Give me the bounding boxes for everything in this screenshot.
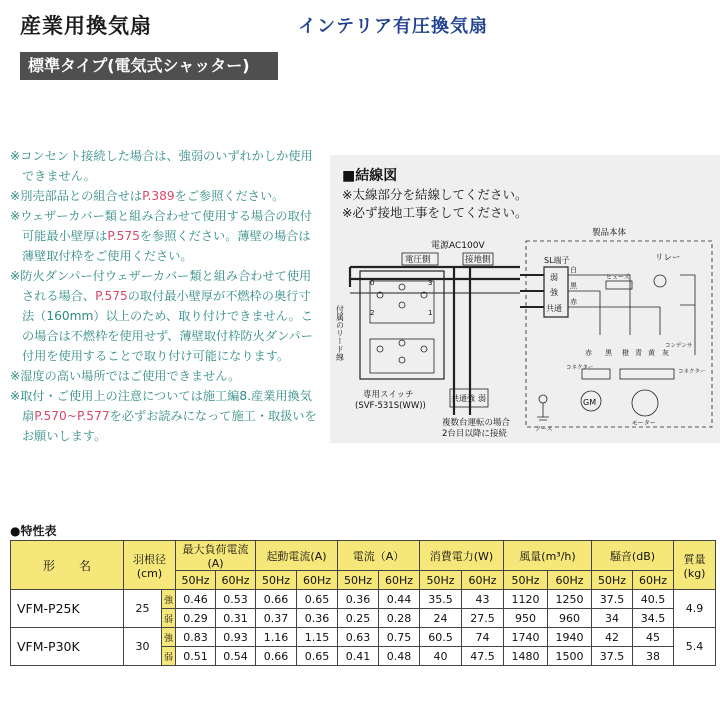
svg-text:弱: 弱 [478,394,486,403]
value-cell: 0.46 [176,590,216,609]
wiring-note-1: ※太線部分を結線してください。 [342,187,528,202]
note-text: をご参照ください。 [174,189,285,203]
header-hz60: 60Hz [633,571,674,590]
svg-text:SL端子: SL端子 [544,256,570,265]
svg-text:赤: 赤 [570,298,577,306]
svg-text:白: 白 [570,266,577,274]
page-reference-link[interactable]: P.570~P.577 [34,409,110,423]
value-cell: 60.5 [420,628,462,647]
value-cell: 1.15 [297,628,338,647]
header-blade: 羽根径(cm) [124,541,176,590]
notes-list [10,146,322,446]
multi-note-1: 複数台運転の場合 [442,418,511,428]
svg-text:GM: GM [583,398,597,407]
page-reference-link[interactable]: P.389 [142,189,175,203]
svg-text:弱: 弱 [550,273,558,282]
header-max-current: 最大負荷電流(A) [176,541,256,571]
svg-text:黒: 黒 [570,282,577,290]
value-cell: 0.48 [379,647,420,666]
note-text: ※ウェザーカバー類と組み合わせて使用する場合の取付可能最小壁厚は [10,209,312,243]
value-cell: 0.65 [297,590,338,609]
value-cell: 0.31 [216,609,256,628]
value-cell: 40.5 [633,590,674,609]
ground-side-label: 接地側 [465,255,491,265]
svg-text:1: 1 [428,309,433,317]
svg-text:青: 青 [635,349,642,357]
svg-text:0: 0 [370,279,375,287]
note-text: ※防火ダンパー付ウェザーカバー類と組み合わせて使用される場合、 [10,269,312,303]
header-hz60: 60Hz [462,571,504,590]
header-hz60: 60Hz [548,571,592,590]
svg-text:橙: 橙 [622,349,629,357]
spec-title: ●特性表 [10,524,57,538]
spec-table [10,540,716,666]
value-cell: 45 [633,628,674,647]
value-cell: 42 [592,628,633,647]
value-cell: 27.5 [462,609,504,628]
switch-model: (SVF-531S(WW)) [355,401,426,411]
note-text: ※湿度の高い場所ではご使用できません。 [10,369,241,383]
power-label: 電源AC100V [431,241,485,251]
value-cell: 0.25 [338,609,379,628]
svg-text:コンデンサ: コンデンサ [665,343,693,349]
relay-label: リレー [655,253,681,263]
header-current: 電流（A） [338,541,420,571]
blade-cell: 25 [124,590,162,628]
note-text: を参照ください。薄壁の場合は薄壁取付枠をご使用ください。 [22,229,311,263]
product-body-label: 製品本体 [592,228,627,238]
note-text: ※取付・ご使用上の注意については施工編8.産業用換気扇 [10,389,312,423]
value-cell: 0.54 [216,647,256,666]
header-hz50: 50Hz [420,571,462,590]
svg-text:黄: 黄 [648,349,655,357]
model-cell: VFM-P25K [11,590,124,628]
value-cell: 0.93 [216,628,256,647]
power-side-label: 電圧側 [405,255,431,265]
connector-right [620,369,674,379]
earth-label: アース [535,426,553,433]
header-hz50: 50Hz [504,571,548,590]
mode-cell: 弱 [162,609,176,628]
header-airflow: 風量(m³/h) [504,541,592,571]
note-text: の取付最小壁厚が不燃枠の奥行寸法（160mm）以上のため、取り付けできません。この場合は不燃枠を使用せず、薄壁取付枠防火ダンパー付用を使用することで取り付け可能になります。 [22,289,314,363]
value-cell: 0.29 [176,609,216,628]
header-hz50: 50Hz [176,571,216,590]
svg-text:灰: 灰 [662,349,669,357]
header-hz60: 60Hz [216,571,256,590]
mode-cell: 強 [162,628,176,647]
note-item [10,206,322,266]
type-label: 標準タイプ(電気式シャッター) [20,52,278,80]
header-model: 形 名 [11,541,124,590]
value-cell: 0.66 [256,647,297,666]
value-cell: 0.75 [379,628,420,647]
value-cell: 0.28 [379,609,420,628]
note-item [10,386,322,446]
value-cell: 0.53 [216,590,256,609]
svg-text:モーター: モーター [632,420,656,427]
value-cell: 950 [504,609,548,628]
value-cell: 0.63 [338,628,379,647]
value-cell: 0.65 [297,647,338,666]
value-cell: 1.16 [256,628,297,647]
page-title: 産業用換気扇 [20,14,152,38]
value-cell: 24 [420,609,462,628]
note-text: ※別売部品との組合せは [10,189,143,203]
header-power: 消費電力(W) [420,541,504,571]
wiring-schematic [330,155,720,443]
value-cell: 1250 [548,590,592,609]
svg-text:3: 3 [428,279,433,287]
value-cell: 0.83 [176,628,216,647]
value-cell: 960 [548,609,592,628]
wiring-note-2: ※必ず接地工事をしてください。 [342,205,528,220]
value-cell: 1480 [504,647,548,666]
note-text: ※コンセント接続した場合は、強弱のいずれかしか使用できません。 [10,149,313,183]
value-cell: 38 [633,647,674,666]
value-cell: 0.44 [379,590,420,609]
svg-text:強: 強 [550,288,558,297]
value-cell: 1740 [504,628,548,647]
lead-label: 付属のリード線 [335,305,345,361]
header-start-current: 起動電流(A) [256,541,338,571]
value-cell: 0.51 [176,647,216,666]
header-mass: 質量(kg) [674,541,716,590]
wiring-title: ■結線図 [342,168,398,184]
note-text: を必ずお読みになって施工・取扱いをお願いします。 [22,409,317,443]
header-hz60: 60Hz [297,571,338,590]
header-hz60: 60Hz [379,571,420,590]
svg-text:コネクター: コネクター [566,365,594,371]
value-cell: 1500 [548,647,592,666]
value-cell: 34 [592,609,633,628]
svg-text:2: 2 [370,309,375,317]
note-item [10,266,322,366]
value-cell: 0.37 [256,609,297,628]
mode-cell: 強 [162,590,176,609]
value-cell: 1940 [548,628,592,647]
svg-text:共通: 共通 [451,394,467,403]
svg-text:黒: 黒 [605,349,612,357]
blade-cell: 30 [124,628,162,666]
relay-coil [654,275,666,287]
table-row [11,590,716,609]
value-cell: 74 [462,628,504,647]
svg-text:共通: 共通 [546,304,562,313]
product-category-title: インテリア有圧換気扇 [298,16,488,37]
value-cell: 0.41 [338,647,379,666]
fuse [606,281,632,289]
mass-cell: 4.9 [674,590,716,628]
header-hz50: 50Hz [338,571,379,590]
value-cell: 0.66 [256,590,297,609]
svg-text:コネクター: コネクター [678,369,706,375]
note-item [10,146,322,186]
model-cell: VFM-P30K [11,628,124,666]
value-cell: 43 [462,590,504,609]
value-cell: 0.36 [338,590,379,609]
value-cell: 37.5 [592,590,633,609]
fan-motor [632,390,658,416]
note-item [10,186,322,206]
value-cell: 0.36 [297,609,338,628]
value-cell: 1120 [504,590,548,609]
page-reference-link[interactable]: P.575 [95,289,128,303]
header-hz50: 50Hz [256,571,297,590]
svg-text:赤: 赤 [585,349,592,357]
svg-text:ヒューズ: ヒューズ [606,274,630,281]
header-noise: 騒音(dB) [592,541,674,571]
svg-text:強: 強 [467,394,475,403]
header-hz50: 50Hz [592,571,633,590]
value-cell: 37.5 [592,647,633,666]
mass-cell: 5.4 [674,628,716,666]
value-cell: 40 [420,647,462,666]
multi-note-2: 2台目以降に接続 [442,429,507,439]
page-reference-link[interactable]: P.575 [107,229,140,243]
value-cell: 35.5 [420,590,462,609]
value-cell: 47.5 [462,647,504,666]
switch-label: 専用スイッチ [363,390,414,400]
wiring-diagram [330,155,720,443]
value-cell: 34.5 [633,609,674,628]
note-item [10,366,322,386]
table-row [11,628,716,647]
mode-cell: 弱 [162,647,176,666]
earth-symbol [539,395,547,403]
